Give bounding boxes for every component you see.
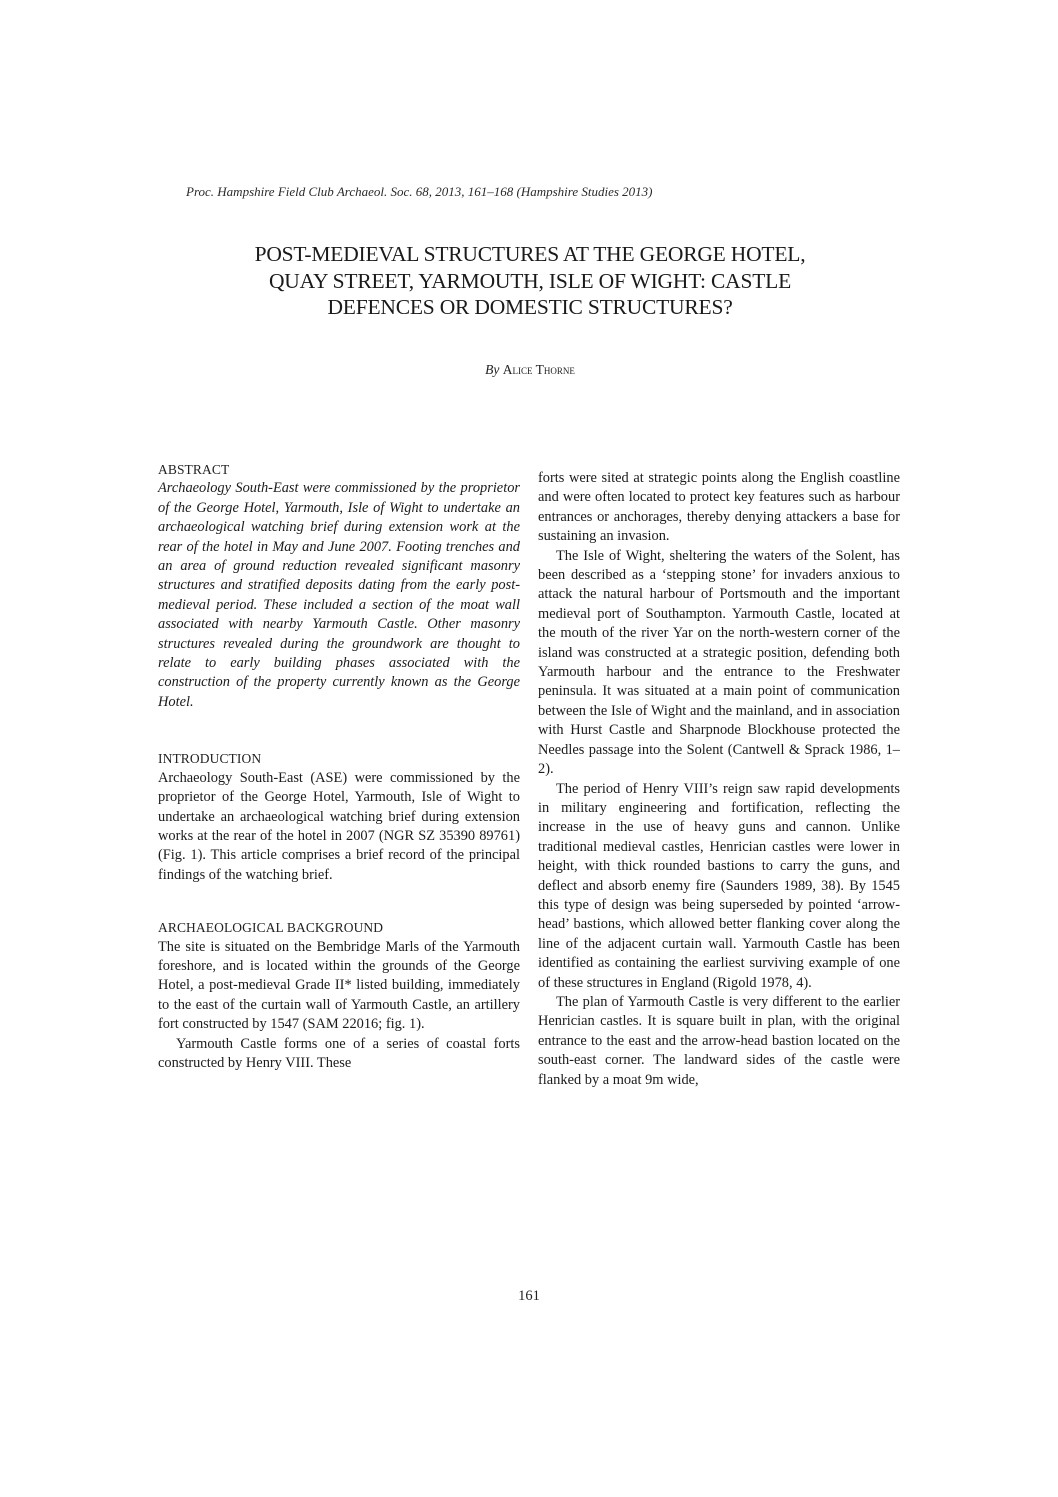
page-number: 161 bbox=[518, 1288, 540, 1304]
author-byline bbox=[150, 362, 910, 378]
body-paragraph: forts were sited at strategic points along the English coastline and were often located to protect key features such as harbour entrances or anchorages, thereby denying attackers a base for sustaining an invasion. bbox=[538, 470, 900, 545]
journal-citation: Proc. Hampshire Field Club Archaeol. Soc. 68, 2013, 161–168 (Hampshire Studies 2013) bbox=[186, 184, 653, 199]
title-line: DEFENCES OR DOMESTIC STRUCTURES? bbox=[327, 295, 733, 319]
background-heading: ARCHAEOLOGICAL BACKGROUND bbox=[158, 920, 384, 936]
right-column bbox=[538, 469, 900, 1090]
article-title bbox=[150, 241, 910, 321]
abstract-text: Archaeology South-East were commissioned by the proprietor of the George Hotel, Yarmouth, Isle of Wight to undertake an archaeological watching brief during extension work at the rear of the hotel in May and June 2007. Footing trenches and an area of ground reduction revealed significant masonry structures and stratified deposits dating from the early post-medieval period. These included a section of the moat wall associated with nearby Yarmouth Castle. Other masonry structures revealed during the groundwork are thought to relate to early building phases associated with the construction of the property currently known as the George Hotel. bbox=[158, 480, 520, 710]
background-paragraph: Yarmouth Castle forms one of a series of coastal forts constructed by Henry VIII. These bbox=[158, 1035, 520, 1071]
author-name: Alice Thorne bbox=[502, 362, 575, 377]
abstract-heading: ABSTRACT bbox=[158, 462, 230, 477]
introduction-heading: INTRODUCTION bbox=[158, 751, 262, 767]
body-paragraph: The Isle of Wight, sheltering the waters of the Solent, has been described as a ‘stepping stone’ for invaders anxious to attack the natural harbour of Portsmouth and the important medieval port of Southampton. Yarmouth Castle, located at the mouth of the river Yar on the north-western corner of the island was constructed at a strategic position, defending both Yarmouth harbour and the entrance to the Freshwater peninsula. It was situated at a main point of communication between the Isle of Wight and the mainland, and in association with Hurst Castle and Sharpnode Blockhouse protected the Needles passage into the Solent (Cantwell & Sprack 1986, 1–2). bbox=[538, 547, 900, 778]
introduction-text: Archaeology South-East (ASE) were commissioned by the proprietor of the George Hotel, Yarmouth, Isle of Wight to undertake an archaeological watching brief during extension works at the rear of the hotel in 2007 (NGR SZ 35390 89761) (Fig. 1). This article comprises a brief record of the principal findings of the watching brief. bbox=[158, 769, 520, 883]
left-column bbox=[158, 460, 520, 1073]
body-paragraph: The period of Henry VIII’s reign saw rapid developments in military engineering and fortification, reflecting the increase in the use of heavy guns and cannon. Unlike traditional medieval castles, Henrician castles were lower in height, with thick rounded bastions to carry the guns, and deflect and absorb enemy fire (Saunders 1989, 38). By 1545 this type of design was being superseded by pointed ‘arrow-head’ bastions, which allowed better flanking cover along the line of the adjacent curtain wall. Yarmouth Castle has been identified as containing the earliest surviving example of one of these structures in England (Rigold 1978, 4). bbox=[538, 780, 900, 991]
title-line: POST-MEDIEVAL STRUCTURES AT THE GEORGE HOTEL, bbox=[254, 242, 806, 266]
author-prefix: By bbox=[485, 362, 500, 377]
body-paragraph: The plan of Yarmouth Castle is very different to the earlier Henrician castles. It is square built in plan, with the original entrance to the east and the arrow-head bastion located on the south-east corner. The landward sides of the castle were flanked by a moat 9m wide, bbox=[538, 993, 900, 1088]
title-line: QUAY STREET, YARMOUTH, ISLE OF WIGHT: CASTLE bbox=[268, 268, 792, 293]
background-paragraph: The site is situated on the Bembridge Marls of the Yarmouth foreshore, and is located within the grounds of the George Hotel, a post-medieval Grade II* listed building, immediately to the east of the curtain wall of Yarmouth Castle, an artillery fort constructed by 1547 (SAM 22016; fig. 1). bbox=[158, 938, 520, 1033]
